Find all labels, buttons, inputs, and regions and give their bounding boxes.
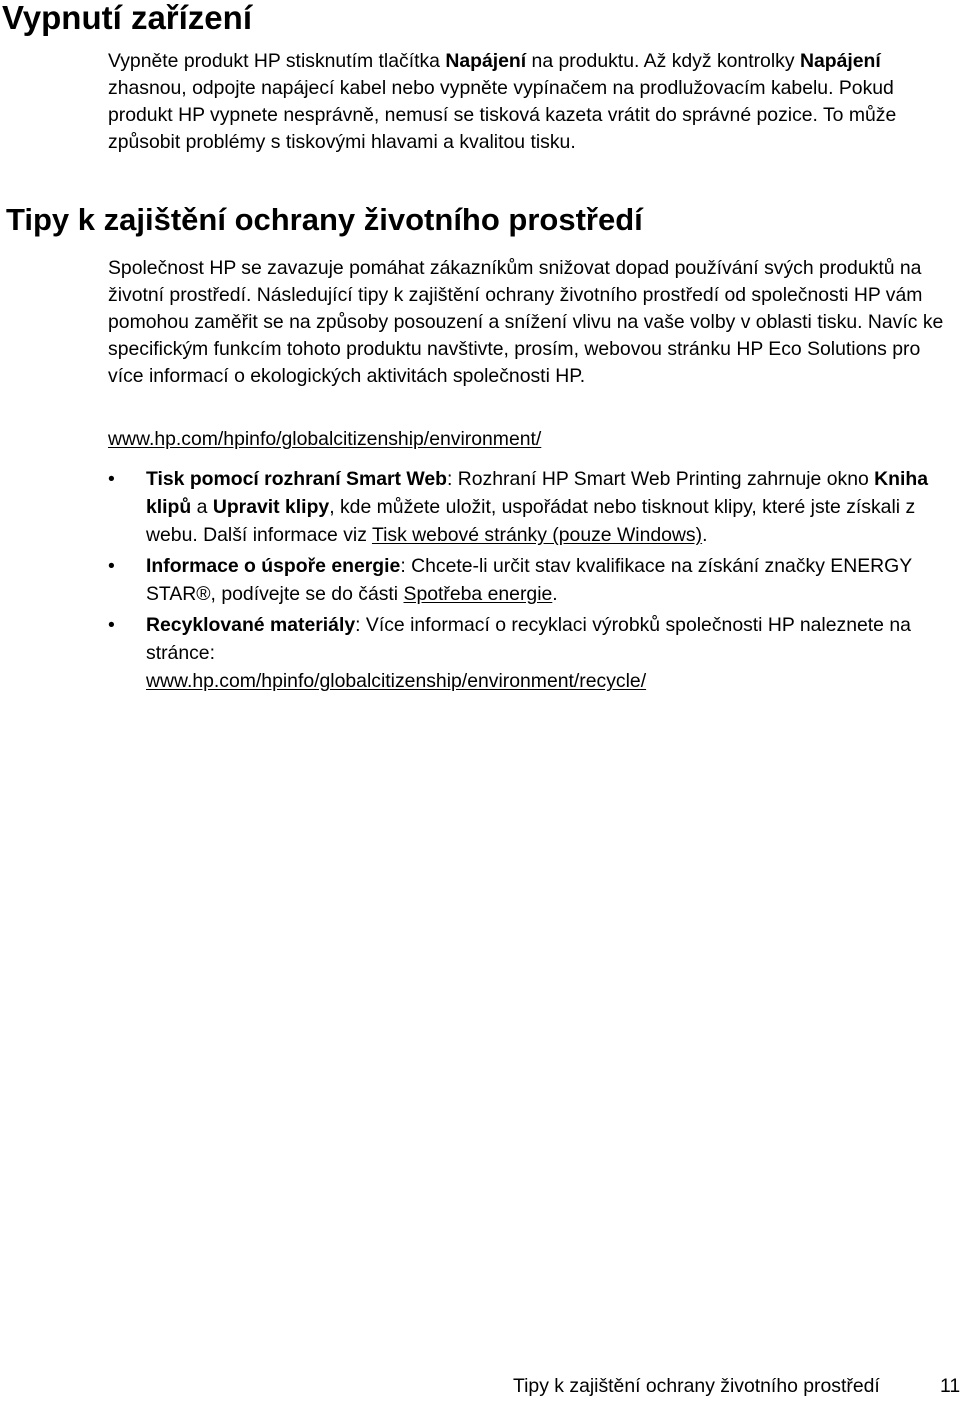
- power-off-paragraph: [108, 48, 958, 156]
- bullet-mark: •: [108, 614, 115, 636]
- bold-term-power: Napájení: [799, 50, 881, 72]
- environment-url-link[interactable]: www.hp.com/hpinfo/globalcitizenship/environment/: [108, 428, 542, 450]
- environment-tips-list: [108, 465, 960, 698]
- bold-term: Kniha klipů: [146, 468, 929, 518]
- bullet-mark: •: [108, 555, 115, 577]
- bold-term: Recyklované materiály: [146, 614, 356, 636]
- text-run: : Rozhraní HP Smart Web Printing zahrnuje okno: [446, 468, 875, 490]
- footer-section-title: Tipy k zajištění ochrany životního prostředí: [513, 1375, 880, 1397]
- text-run: , kde můžete uložit, uspořádat nebo tisknout klipy, které jste získali z webu. Další informace viz: [146, 496, 916, 546]
- list-item-recycled-materials: [108, 611, 960, 695]
- list-item-smart-web: [108, 465, 960, 549]
- bold-term: Upravit klipy: [212, 496, 330, 518]
- environment-paragraph: [108, 255, 958, 390]
- bullet-mark: •: [108, 468, 115, 490]
- text-run: .: [552, 583, 558, 605]
- bold-term: Tisk pomocí rozhraní Smart Web: [146, 468, 447, 490]
- text-run: a: [191, 496, 213, 518]
- section-title-environment: Tipy k zajištění ochrany životního prostředí: [6, 202, 643, 237]
- bold-term: Informace o úspoře energie: [146, 555, 401, 577]
- text-run: Společnost HP se zavazuje pomáhat zákazníkům snižovat dopad používání svých produktů na životní prostředí. Následující tipy k zajištění ochrany životního prostředí od společnosti HP vám pomohou zaměřit se na způsoby posouzení a snížení vlivu na vaše volby v oblasti tisku. Navíc ke specifickým funkcím tohoto produktu navštivte, prosím, webovou stránku HP Eco Solutions pro více informací o ekologických aktivitách společnosti HP.: [108, 257, 944, 387]
- link-recycle-url[interactable]: www.hp.com/hpinfo/globalcitizenship/environment/recycle/: [146, 670, 647, 692]
- link-energy-consumption[interactable]: Spotřeba energie: [403, 583, 553, 605]
- text-run: : Více informací o recyklaci výrobků společnosti HP naleznete na stránce:: [146, 614, 911, 664]
- text-run: na produktu. Až když kontrolky: [526, 50, 800, 72]
- text-run: Vypněte produkt HP stisknutím tlačítka: [108, 50, 446, 72]
- bold-term-power: Napájení: [445, 50, 527, 72]
- list-item-energy-saving: [108, 552, 960, 608]
- link-print-web-page[interactable]: Tisk webové stránky (pouze Windows): [371, 524, 703, 546]
- text-run: : Chcete-li určit stav kvalifikace na získání značky ENERGY STAR®, podívejte se do části: [146, 555, 912, 605]
- text-run: zhasnou, odpojte napájecí kabel nebo vypněte vypínačem na prodlužovacím kabelu. Pokud produkt HP vypnete nesprávně, nemusí se tisková kazeta vrátit do správné pozice. To může způsobit problémy s tiskovými hlavami a kvalitou tisku.: [108, 77, 897, 153]
- section-title-power-off: Vypnutí zařízení: [2, 0, 252, 36]
- footer-page-number: 11: [940, 1375, 960, 1397]
- text-run: .: [702, 524, 708, 546]
- environment-url-line: [108, 426, 541, 453]
